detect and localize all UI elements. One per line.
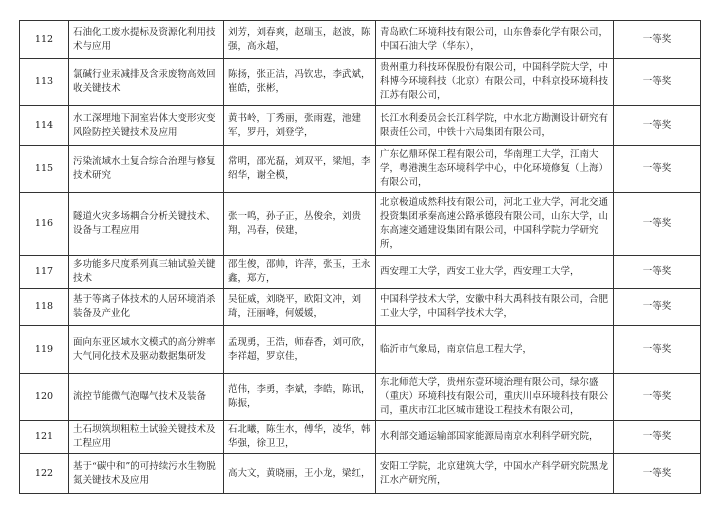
project-name-cell: 流控节能微气泡曝气技术及装备 <box>69 374 224 421</box>
table-row <box>20 59 701 106</box>
row-number-cell: 115 <box>20 146 69 193</box>
organizations-cell: 水利部交通运输部国家能源局南京水利科学研究院， <box>376 421 614 454</box>
contributors-cell: 陈扬，张正洁，冯钦忠，李武斌，崔皓，张彬， <box>224 59 376 106</box>
table-row <box>20 146 701 193</box>
project-name-cell: 氯碱行业汞减排及含汞废物高效回收关键技术 <box>69 59 224 106</box>
row-number-cell: 114 <box>20 106 69 146</box>
table-row <box>20 106 701 146</box>
contributors-cell: 刘芳，刘春爽，赵瑞玉，赵波，陈强，高永超， <box>224 21 376 59</box>
award-grade-cell: 一等奖 <box>614 374 701 421</box>
organizations-cell: 临沂市气象局，南京信息工程大学， <box>376 326 614 374</box>
organizations-cell: 安阳工学院，北京建筑大学，中国水产科学研究院黑龙江水产研究所， <box>376 454 614 494</box>
awards-table <box>19 20 701 494</box>
organizations-cell: 中国科学技术大学，安徽中科大禹科技有限公司，合肥工业大学，中国科学技术大学， <box>376 289 614 326</box>
project-name-cell: 土石坝筑坝粗粒土试验关键技术及工程应用 <box>69 421 224 454</box>
project-name-cell: 基于“碳中和”的可持续污水生物脱氮关键技术及应用 <box>69 454 224 494</box>
row-number-cell: 113 <box>20 59 69 106</box>
award-grade-cell: 一等奖 <box>614 146 701 193</box>
contributors-cell: 常明，邵光磊，刘双平，梁旭，李绍华，谢全模， <box>224 146 376 193</box>
awards-table-body <box>20 21 701 494</box>
award-grade-cell: 一等奖 <box>614 193 701 256</box>
organizations-cell: 广东亿鼎环保工程有限公司，华南理工大学，江南大学，粤港澳生态环境科学中心，中化环境修复（上海）有限公司， <box>376 146 614 193</box>
project-name-cell: 多功能多尺度系列真三轴试验关键技术 <box>69 256 224 289</box>
table-row <box>20 289 701 326</box>
table-row <box>20 374 701 421</box>
award-grade-cell: 一等奖 <box>614 21 701 59</box>
project-name-cell: 隧道火灾多场耦合分析关键技术、设备与工程应用 <box>69 193 224 256</box>
project-name-cell: 污染流域水土复合综合治理与修复技术研究 <box>69 146 224 193</box>
contributors-cell: 吴征威，刘晓平，欧阳文冲，刘琦，汪丽峰，何媛媛， <box>224 289 376 326</box>
row-number-cell: 118 <box>20 289 69 326</box>
contributors-cell: 高大文，黄晓丽，王小龙，梁红， <box>224 454 376 494</box>
table-row <box>20 454 701 494</box>
row-number-cell: 120 <box>20 374 69 421</box>
organizations-cell: 东北师范大学，贵州东壹环境治理有限公司，绿尔盛（重庆）环境科技有限公司，重庆川卓环境科技有限公司，重庆市江北区城市建设工程技术有限公司， <box>376 374 614 421</box>
project-name-cell: 石油化工废水提标及资源化利用技术与应用 <box>69 21 224 59</box>
award-grade-cell: 一等奖 <box>614 326 701 374</box>
table-row <box>20 21 701 59</box>
table-row <box>20 421 701 454</box>
contributors-cell: 张一鸣，孙子正，丛俊余，刘贵翔，冯春，侯建， <box>224 193 376 256</box>
table-row <box>20 256 701 289</box>
award-grade-cell: 一等奖 <box>614 256 701 289</box>
row-number-cell: 119 <box>20 326 69 374</box>
contributors-cell: 范伟，李勇，李斌，李皓，陈讯，陈振， <box>224 374 376 421</box>
row-number-cell: 117 <box>20 256 69 289</box>
organizations-cell: 长江水利委员会长江科学院，中水北方勘测设计研究有限责任公司，中铁十六局集团有限公司， <box>376 106 614 146</box>
organizations-cell: 北京极道成然科技有限公司，河北工业大学，河北交通投资集团承秦高速公路承德段有限公司，山东大学，山东高速交通建设集团有限公司，中国科学院力学研究所， <box>376 193 614 256</box>
award-grade-cell: 一等奖 <box>614 289 701 326</box>
award-grade-cell: 一等奖 <box>614 106 701 146</box>
award-grade-cell: 一等奖 <box>614 454 701 494</box>
contributors-cell: 邵生俊，邵帅，许萍，张玉，王永鑫，郑方， <box>224 256 376 289</box>
award-grade-cell: 一等奖 <box>614 421 701 454</box>
contributors-cell: 黄书岭，丁秀丽，张雨霆，池建军，罗丹，刘登学， <box>224 106 376 146</box>
project-name-cell: 面向东亚区域水文模式的高分辨率大气同化技术及驱动数据集研发 <box>69 326 224 374</box>
contributors-cell: 孟现勇，王浩，师春香，刘可欣，李祥超，罗京佳， <box>224 326 376 374</box>
row-number-cell: 122 <box>20 454 69 494</box>
organizations-cell: 贵州重力科技环保股份有限公司，中国科学院大学，中科博今环境科技（北京）有限公司，中科京投环境科技江苏有限公司， <box>376 59 614 106</box>
award-grade-cell: 一等奖 <box>614 59 701 106</box>
row-number-cell: 112 <box>20 21 69 59</box>
row-number-cell: 116 <box>20 193 69 256</box>
contributors-cell: 石北曦，陈生水，傅华，凌华，韩华强，徐卫卫， <box>224 421 376 454</box>
table-row <box>20 193 701 256</box>
organizations-cell: 青岛欧仁环境科技有限公司，山东鲁泰化学有限公司，中国石油大学（华东）， <box>376 21 614 59</box>
project-name-cell: 基于等离子体技术的人居环境消杀装备及产业化 <box>69 289 224 326</box>
project-name-cell: 水工深埋地下洞室岩体大变形灾变风险防控关键技术及应用 <box>69 106 224 146</box>
table-row <box>20 326 701 374</box>
organizations-cell: 西安理工大学，西安工业大学，西安理工大学， <box>376 256 614 289</box>
row-number-cell: 121 <box>20 421 69 454</box>
